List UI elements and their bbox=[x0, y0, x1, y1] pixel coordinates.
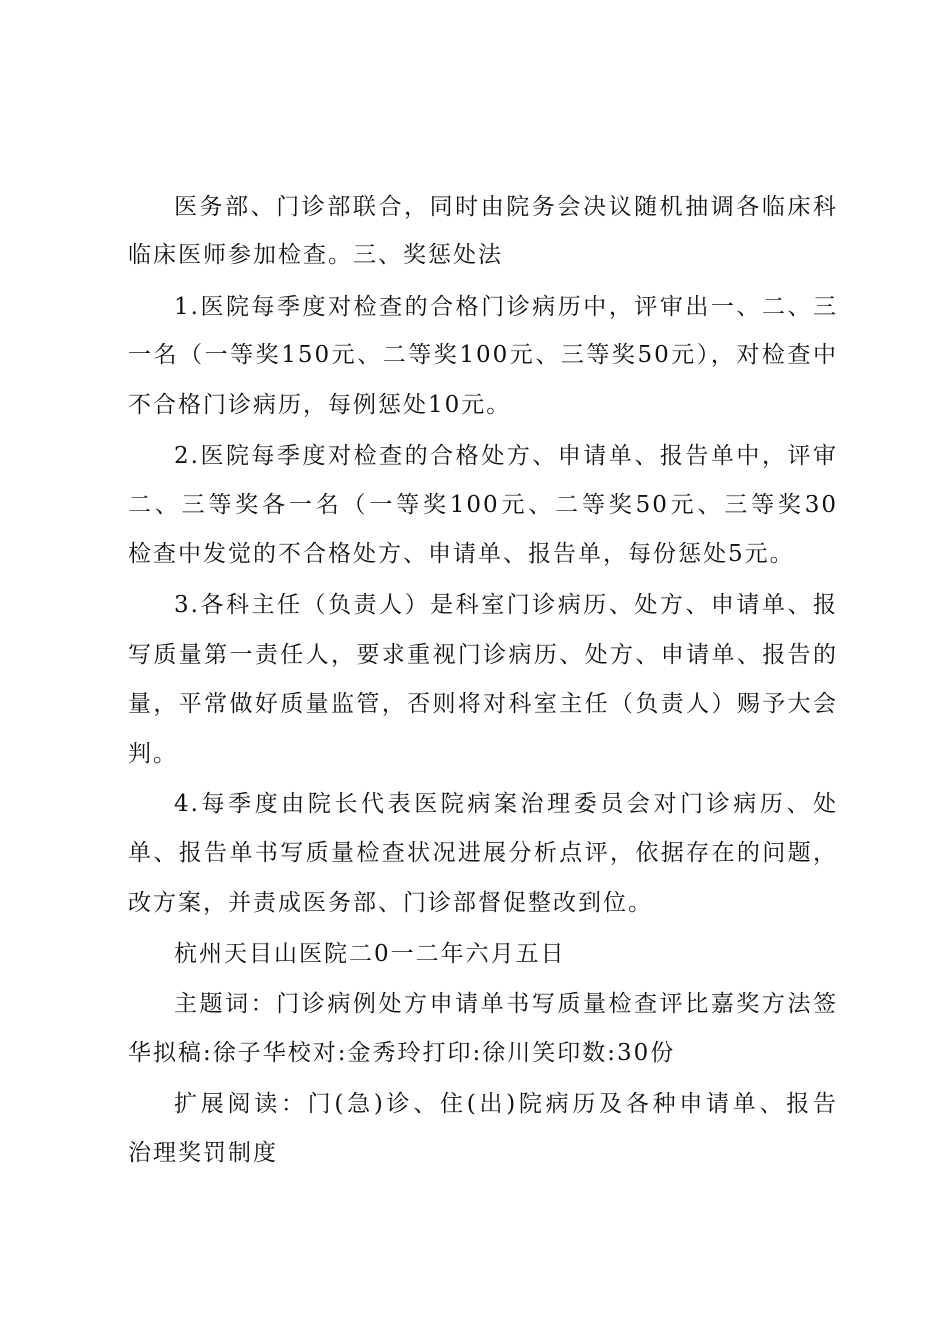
extended-reading-line: 扩展阅读：门(急)诊、住(出)院病历及各种申请单、报告 bbox=[174, 1091, 838, 1117]
date-line: 杭州天目山医院二0一二年六月五日 bbox=[174, 941, 566, 967]
paragraph-line: 一名（一等奖150元、二等奖100元、三等奖50元），对检查中 bbox=[128, 342, 838, 368]
paragraph-line: 临床医师参加检查。三、奖惩处法 bbox=[128, 242, 503, 268]
paragraph-line: 3.各科主任（负责人）是科室门诊病历、处方、申请单、报 bbox=[174, 592, 838, 618]
paragraph-line: 写质量第一责任人，要求重视门诊病历、处方、申请单、报告的 bbox=[128, 642, 838, 668]
paragraph-line: 不合格门诊病历，每例惩处10元。 bbox=[128, 392, 512, 418]
paragraph-line: 判。 bbox=[128, 741, 178, 767]
paragraph-line: 2.医院每季度对检查的合格处方、申请单、报告单中，评审 bbox=[174, 443, 838, 469]
paragraph-line: 量，平常做好质量监管，否则将对科室主任（负责人）赐予大会 bbox=[128, 691, 838, 717]
paragraph-line: 1.医院每季度对检查的合格门诊病历中，评审出一、二、三 bbox=[174, 294, 838, 320]
paragraph-line: 检查中发觉的不合格处方、申请单、报告单，每份惩处5元。 bbox=[128, 541, 795, 567]
paragraph-line: 4.每季度由院长代表医院病案治理委员会对门诊病历、处 bbox=[174, 791, 838, 817]
paragraph-line: 改方案，并责成医务部、门诊部督促整改到位。 bbox=[128, 890, 653, 916]
extended-reading-line: 治理奖罚制度 bbox=[128, 1140, 278, 1166]
paragraph-line: 单、报告单书写质量检查状况进展分析点评，依据存在的问题， bbox=[128, 840, 838, 866]
subject-line: 主题词：门诊病例处方申请单书写质量检查评比嘉奖方法签 bbox=[174, 991, 838, 1017]
subject-line: 华拟稿:徐子华校对:金秀玲打印:徐川笑印数:30份 bbox=[128, 1040, 676, 1066]
paragraph-line: 二、三等奖各一名（一等奖100元、二等奖50元、三等奖30 bbox=[128, 492, 838, 518]
paragraph-line: 医务部、门诊部联合，同时由院务会决议随机抽调各临床科 bbox=[174, 194, 838, 220]
